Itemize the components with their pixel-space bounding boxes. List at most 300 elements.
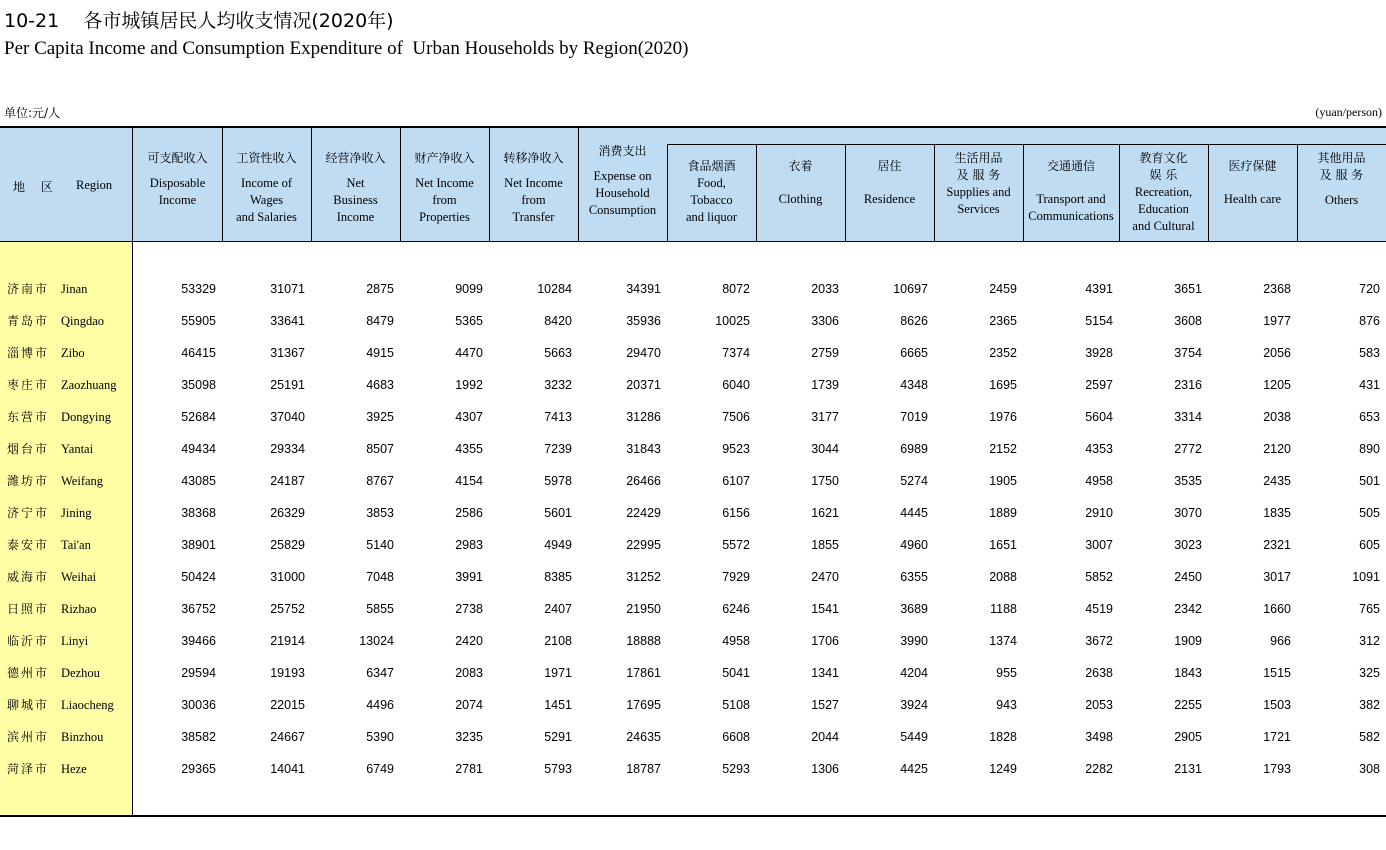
- table-cell: 4204: [900, 666, 928, 680]
- table-cell: 3232: [544, 378, 572, 392]
- table-cell: 5852: [1085, 570, 1113, 584]
- table-cell: 7019: [900, 410, 928, 424]
- table-cell: 2875: [366, 282, 394, 296]
- table-cell: 4154: [455, 474, 483, 488]
- table-cell: 8385: [544, 570, 572, 584]
- column-header-en: [1297, 192, 1386, 209]
- column-header-cn-line: 及 服 务: [956, 168, 1001, 182]
- table-cell: 6665: [900, 346, 928, 360]
- table-cell: 2470: [811, 570, 839, 584]
- region-name-cn: 泰安市: [7, 538, 50, 552]
- table-cell: 7048: [366, 570, 394, 584]
- column-header: [667, 158, 756, 226]
- table-cell: 31252: [626, 570, 661, 584]
- table-cell: 5041: [722, 666, 750, 680]
- column-header-en-line: Clothing: [778, 192, 823, 206]
- column-header-en-line: Income: [158, 193, 197, 207]
- table-cell: 2905: [1174, 730, 1202, 744]
- column-header-cn: 食品烟酒: [687, 159, 736, 173]
- table-cell: 1249: [989, 762, 1017, 776]
- region-name-cn: 枣庄市: [7, 378, 50, 392]
- column-header-cn: 可支配收入: [147, 151, 208, 165]
- column-header-en-line: Transfer: [512, 210, 555, 224]
- column-header-en-line: Properties: [419, 210, 470, 224]
- column-header: [934, 150, 1023, 218]
- table-row: [0, 401, 1386, 433]
- table-cell: 1695: [989, 378, 1017, 392]
- table-cell: 17695: [626, 698, 661, 712]
- table-cell: 2033: [811, 282, 839, 296]
- table-cell: 2597: [1085, 378, 1113, 392]
- page-title-cn: [4, 6, 394, 33]
- table-cell: 6156: [722, 506, 750, 520]
- column-header-en-line: Transport and: [1036, 192, 1106, 206]
- table-cell: 2053: [1085, 698, 1113, 712]
- table-cell: 1971: [544, 666, 572, 680]
- table-cell: 325: [1359, 666, 1380, 680]
- column-header-en-line: Food,: [697, 176, 726, 190]
- table-cell: 1835: [1263, 506, 1291, 520]
- table-cell: 18888: [626, 634, 661, 648]
- table-cell: 10284: [537, 282, 572, 296]
- table-cell: 3306: [811, 314, 839, 328]
- table-cell: 4958: [1085, 474, 1113, 488]
- column-header: [1119, 150, 1208, 235]
- table-cell: 5365: [455, 314, 483, 328]
- table-cell: 5390: [366, 730, 394, 744]
- table-cell: 2255: [1174, 698, 1202, 712]
- column-header-en-line: Supplies and: [946, 185, 1011, 199]
- table-cell: 6246: [722, 602, 750, 616]
- region-name-cn: 德州市: [7, 666, 50, 680]
- column-header-en-line: Net Income: [504, 176, 563, 190]
- region-name-en: Dezhou: [61, 666, 100, 680]
- column-header-en-line: Net: [346, 176, 365, 190]
- table-cell: 2074: [455, 698, 483, 712]
- table-cell: 1188: [990, 602, 1017, 616]
- table-cell: 52684: [181, 410, 216, 424]
- table-cell: 4470: [455, 346, 483, 360]
- table-cell: 1843: [1174, 666, 1202, 680]
- table-cell: 2056: [1263, 346, 1291, 360]
- column-header-cn-line: 及 服 务: [1319, 168, 1364, 182]
- header-bottom-rule: [0, 241, 1386, 242]
- table-cell: 3754: [1174, 346, 1202, 360]
- table-cell: 24187: [270, 474, 305, 488]
- table-cell: 3928: [1085, 346, 1113, 360]
- table-cell: 876: [1359, 314, 1380, 328]
- column-header-en-line: and liquor: [685, 210, 738, 224]
- table-cell: 2368: [1263, 282, 1291, 296]
- table-row: [0, 497, 1386, 529]
- table-cell: 4355: [455, 442, 483, 456]
- table-cell: 2759: [811, 346, 839, 360]
- table-cell: 8626: [900, 314, 928, 328]
- region-name-cn: 青岛市: [7, 314, 50, 328]
- region-name-cn: 东营市: [7, 410, 50, 424]
- column-header-en: [1119, 184, 1208, 235]
- column-header-en-line: from: [432, 193, 457, 207]
- column-header-en: [845, 191, 934, 208]
- column-header-en-line: Disposable: [149, 176, 206, 190]
- table-cell: 7506: [722, 410, 750, 424]
- table-cell: 22015: [270, 698, 305, 712]
- table-cell: 4307: [455, 410, 483, 424]
- table-cell: 26329: [270, 506, 305, 520]
- table-cell: 1909: [1174, 634, 1202, 648]
- table-row: [0, 273, 1386, 305]
- region-name-cn: 威海市: [7, 570, 50, 584]
- table-cell: 3235: [455, 730, 483, 744]
- table-cell: 22429: [626, 506, 661, 520]
- table-cell: 26466: [626, 474, 661, 488]
- table-cell: 1527: [811, 698, 839, 712]
- column-header-cn-line: 其他用品: [1317, 151, 1366, 165]
- table-cell: 5978: [544, 474, 572, 488]
- column-header-en-line: Income of: [240, 176, 293, 190]
- column-header-en-line: Residence: [863, 192, 916, 206]
- table-cell: 3177: [811, 410, 839, 424]
- table-cell: 2038: [1263, 410, 1291, 424]
- column-header-en-line: Others: [1324, 193, 1359, 207]
- table-cell: 14041: [270, 762, 305, 776]
- table-cell: 2450: [1174, 570, 1202, 584]
- table-cell: 1828: [989, 730, 1017, 744]
- column-header-cn: 交通通信: [1046, 159, 1095, 173]
- region-name-en: Zaozhuang: [61, 378, 117, 392]
- table-cell: 2352: [989, 346, 1017, 360]
- region-name-cn: 菏泽市: [7, 762, 50, 776]
- table-cell: 33641: [270, 314, 305, 328]
- table-cell: 943: [996, 698, 1017, 712]
- table-cell: 8507: [366, 442, 394, 456]
- table-cell: 36752: [181, 602, 216, 616]
- column-header-cn: 经营净收入: [325, 151, 386, 165]
- consumption-group-line: [667, 144, 1386, 145]
- region-name-cn: 滨州市: [7, 730, 50, 744]
- table-cell: 5449: [900, 730, 928, 744]
- table-cell: 3535: [1174, 474, 1202, 488]
- page-title-en: Per Capita Income and Consumption Expenditure of Urban Households by Region(2020): [4, 38, 689, 59]
- table-cell: 29365: [181, 762, 216, 776]
- table-cell: 653: [1359, 410, 1380, 424]
- region-name-cn: 济南市: [7, 282, 50, 296]
- table-cell: 3990: [900, 634, 928, 648]
- region-name-en: Linyi: [61, 634, 89, 648]
- column-header: [756, 158, 845, 208]
- table-cell: 3007: [1085, 538, 1113, 552]
- column-header-en-line: Wages: [249, 193, 283, 207]
- table-cell: 31071: [270, 282, 305, 296]
- table-cell: 3651: [1174, 282, 1202, 296]
- table-cell: 6355: [900, 570, 928, 584]
- table-cell: 2152: [989, 442, 1017, 456]
- table-row: [0, 689, 1386, 721]
- table-cell: 35936: [626, 314, 661, 328]
- table-cell: 6989: [900, 442, 928, 456]
- table-cell: 3672: [1085, 634, 1113, 648]
- column-header-en-line: Business: [333, 193, 378, 207]
- column-header-cn-line: 生活用品: [954, 151, 1003, 165]
- table-cell: 1855: [811, 538, 839, 552]
- top-rule: [0, 126, 1386, 128]
- table-cell: 1706: [811, 634, 839, 648]
- table-cell: 1374: [989, 634, 1017, 648]
- column-header-en: [1023, 191, 1119, 225]
- region-header-cn: 地 区: [13, 180, 59, 194]
- table-cell: 4519: [1085, 602, 1113, 616]
- table-cell: 24667: [270, 730, 305, 744]
- table-cell: 1750: [811, 474, 839, 488]
- table-cell: 1091: [1352, 570, 1380, 584]
- table-row: [0, 465, 1386, 497]
- table-cell: 2108: [544, 634, 572, 648]
- table-cell: 5154: [1085, 314, 1113, 328]
- column-header-en-line: Expense on: [593, 169, 652, 183]
- table-cell: 6608: [722, 730, 750, 744]
- region-name-en: Jinan: [61, 282, 88, 296]
- table-row: [0, 593, 1386, 625]
- table-cell: 3044: [811, 442, 839, 456]
- table-cell: 2738: [455, 602, 483, 616]
- column-header-cn: 消费支出: [598, 144, 647, 158]
- table-cell: 29594: [181, 666, 216, 680]
- table-cell: 605: [1359, 538, 1380, 552]
- table-cell: 25752: [270, 602, 305, 616]
- table-cell: 582: [1359, 730, 1380, 744]
- region-name-cn: 淄博市: [7, 346, 50, 360]
- table-row: [0, 625, 1386, 657]
- table-cell: 25191: [270, 378, 305, 392]
- table-cell: 2407: [544, 602, 572, 616]
- table-cell: 2044: [811, 730, 839, 744]
- column-header-cn: [934, 150, 1023, 184]
- table-cell: 22995: [626, 538, 661, 552]
- table-row: [0, 337, 1386, 369]
- table-cell: 24635: [626, 730, 661, 744]
- column-header-en-line: Health care: [1223, 192, 1282, 206]
- region-name-cn: 聊城市: [7, 698, 50, 712]
- table-cell: 3689: [900, 602, 928, 616]
- table-cell: 4353: [1085, 442, 1113, 456]
- table-cell: 46415: [181, 346, 216, 360]
- table-cell: 18787: [626, 762, 661, 776]
- table-cell: 1793: [1263, 762, 1291, 776]
- table-cell: 2083: [455, 666, 483, 680]
- column-header-cn: 医疗保健: [1228, 159, 1277, 173]
- column-header-en-line: and Salaries: [236, 210, 297, 224]
- unit-label-cn: 单位:元/人: [4, 106, 61, 120]
- column-header: [311, 150, 400, 226]
- table-cell: 39466: [181, 634, 216, 648]
- table-cell: 31367: [270, 346, 305, 360]
- table-cell: 2316: [1174, 378, 1202, 392]
- table-cell: 21914: [270, 634, 305, 648]
- table-cell: 7239: [544, 442, 572, 456]
- table-cell: 431: [1359, 378, 1380, 392]
- table-row: [0, 305, 1386, 337]
- region-name-cn: 潍坊市: [7, 474, 50, 488]
- column-header-cn: [1119, 150, 1208, 184]
- table-cell: 25829: [270, 538, 305, 552]
- column-header-en-line: from: [521, 193, 546, 207]
- column-header-en: [133, 175, 222, 209]
- table-cell: 1976: [989, 410, 1017, 424]
- table-cell: 29470: [626, 346, 661, 360]
- region-name-en: Zibo: [61, 346, 85, 360]
- table-cell: 9099: [455, 282, 483, 296]
- table-cell: 38901: [181, 538, 216, 552]
- table-cell: 53329: [181, 282, 216, 296]
- table-cell: 4348: [900, 378, 928, 392]
- column-header-en-line: Net Income: [415, 176, 474, 190]
- column-header-cn: 衣着: [788, 159, 813, 173]
- table-cell: 5572: [722, 538, 750, 552]
- column-header-en: [934, 184, 1023, 218]
- column-header-en-line: Tobacco: [690, 193, 733, 207]
- table-cell: 720: [1359, 282, 1380, 296]
- table-cell: 2365: [989, 314, 1017, 328]
- column-header-en: [400, 175, 489, 226]
- table-cell: 2586: [455, 506, 483, 520]
- column-header: [1023, 158, 1119, 225]
- column-header-cn: 财产净收入: [414, 151, 475, 165]
- table-cell: 308: [1359, 762, 1380, 776]
- table-cell: 1660: [1263, 602, 1291, 616]
- table-cell: 4960: [900, 538, 928, 552]
- table-cell: 50424: [181, 570, 216, 584]
- column-header: [400, 150, 489, 226]
- table-cell: 966: [1270, 634, 1291, 648]
- table-cell: 3925: [366, 410, 394, 424]
- table-cell: 3924: [900, 698, 928, 712]
- column-header: [578, 143, 667, 219]
- table-cell: 1451: [544, 698, 572, 712]
- column-header: [845, 158, 934, 208]
- table-cell: 1205: [1263, 378, 1291, 392]
- column-header-en-line: and Cultural: [1132, 219, 1195, 233]
- table-cell: 38582: [181, 730, 216, 744]
- column-header-en-line: Communications: [1028, 209, 1114, 223]
- table-cell: 1306: [811, 762, 839, 776]
- region-header-en: Region: [76, 178, 113, 192]
- region-name-en: Binzhou: [61, 730, 104, 744]
- column-header-cn: 居住: [877, 159, 902, 173]
- region-name-cn: 临沂市: [7, 634, 50, 648]
- table-cell: 4445: [900, 506, 928, 520]
- region-name-cn: 烟台市: [7, 442, 50, 456]
- column-header-cn: 转移净收入: [503, 151, 564, 165]
- table-cell: 13024: [359, 634, 394, 648]
- table-cell: 5140: [366, 538, 394, 552]
- table-cell: 890: [1359, 442, 1380, 456]
- table-cell: 583: [1359, 346, 1380, 360]
- table-cell: 2131: [1174, 762, 1202, 776]
- region-name-en: Weihai: [61, 570, 97, 584]
- table-cell: 31286: [626, 410, 661, 424]
- table-cell: 5274: [900, 474, 928, 488]
- table-cell: 5793: [544, 762, 572, 776]
- table-cell: 501: [1359, 474, 1380, 488]
- table-cell: 955: [996, 666, 1017, 680]
- table-cell: 4425: [900, 762, 928, 776]
- table-cell: 10025: [715, 314, 750, 328]
- table-row: [0, 721, 1386, 753]
- table-cell: 5855: [366, 602, 394, 616]
- table-cell: 5108: [722, 698, 750, 712]
- table-cell: 43085: [181, 474, 216, 488]
- table-cell: 3991: [455, 570, 483, 584]
- table-number: 10-21: [4, 10, 60, 32]
- column-header-en-line: Services: [957, 202, 1000, 216]
- table-cell: 17861: [626, 666, 661, 680]
- table-cell: 6347: [366, 666, 394, 680]
- table-cell: 1621: [811, 506, 839, 520]
- table-cell: 2459: [989, 282, 1017, 296]
- column-header: [1208, 158, 1297, 208]
- table-cell: 1503: [1263, 698, 1291, 712]
- table-cell: 55905: [181, 314, 216, 328]
- table-cell: 1541: [811, 602, 839, 616]
- table-cell: 7929: [722, 570, 750, 584]
- region-name-en: Yantai: [61, 442, 94, 456]
- column-header: [222, 150, 311, 226]
- table-cell: 2772: [1174, 442, 1202, 456]
- column-header: [1297, 150, 1386, 209]
- column-header-cn-line: 教育文化: [1139, 151, 1188, 165]
- table-cell: 4949: [544, 538, 572, 552]
- region-name-en: Liaocheng: [61, 698, 114, 712]
- table-cell: 3314: [1174, 410, 1202, 424]
- table-cell: 5663: [544, 346, 572, 360]
- table-cell: 3070: [1174, 506, 1202, 520]
- table-cell: 2420: [455, 634, 483, 648]
- table-cell: 1651: [989, 538, 1017, 552]
- table-cell: 8420: [544, 314, 572, 328]
- column-header-en-line: Recreation,: [1134, 185, 1193, 199]
- table-cell: 1889: [989, 506, 1017, 520]
- table-cell: 4683: [366, 378, 394, 392]
- table-cell: 5293: [722, 762, 750, 776]
- table-cell: 34391: [626, 282, 661, 296]
- table-cell: 3608: [1174, 314, 1202, 328]
- column-header: [489, 150, 578, 226]
- column-header-en-line: Consumption: [588, 203, 657, 217]
- table-cell: 2781: [455, 762, 483, 776]
- table-cell: 6107: [722, 474, 750, 488]
- table-cell: 29334: [270, 442, 305, 456]
- table-cell: 31000: [270, 570, 305, 584]
- column-header-en-line: Household: [595, 186, 650, 200]
- table-cell: 9523: [722, 442, 750, 456]
- table-cell: 3498: [1085, 730, 1113, 744]
- region-name-en: Dongying: [61, 410, 111, 424]
- table-cell: 31843: [626, 442, 661, 456]
- table-cell: 382: [1359, 698, 1380, 712]
- region-name-en: Tai'an: [61, 538, 91, 552]
- unit-label-en: (yuan/person): [1315, 105, 1382, 119]
- table-cell: 505: [1359, 506, 1380, 520]
- table-cell: 2910: [1085, 506, 1113, 520]
- table-row: [0, 753, 1386, 785]
- table-cell: 8072: [722, 282, 750, 296]
- table-cell: 4915: [366, 346, 394, 360]
- table-cell: 20371: [626, 378, 661, 392]
- table-cell: 21950: [626, 602, 661, 616]
- table-row: [0, 561, 1386, 593]
- column-header-cn: 工资性收入: [236, 151, 297, 165]
- table-cell: 1992: [455, 378, 483, 392]
